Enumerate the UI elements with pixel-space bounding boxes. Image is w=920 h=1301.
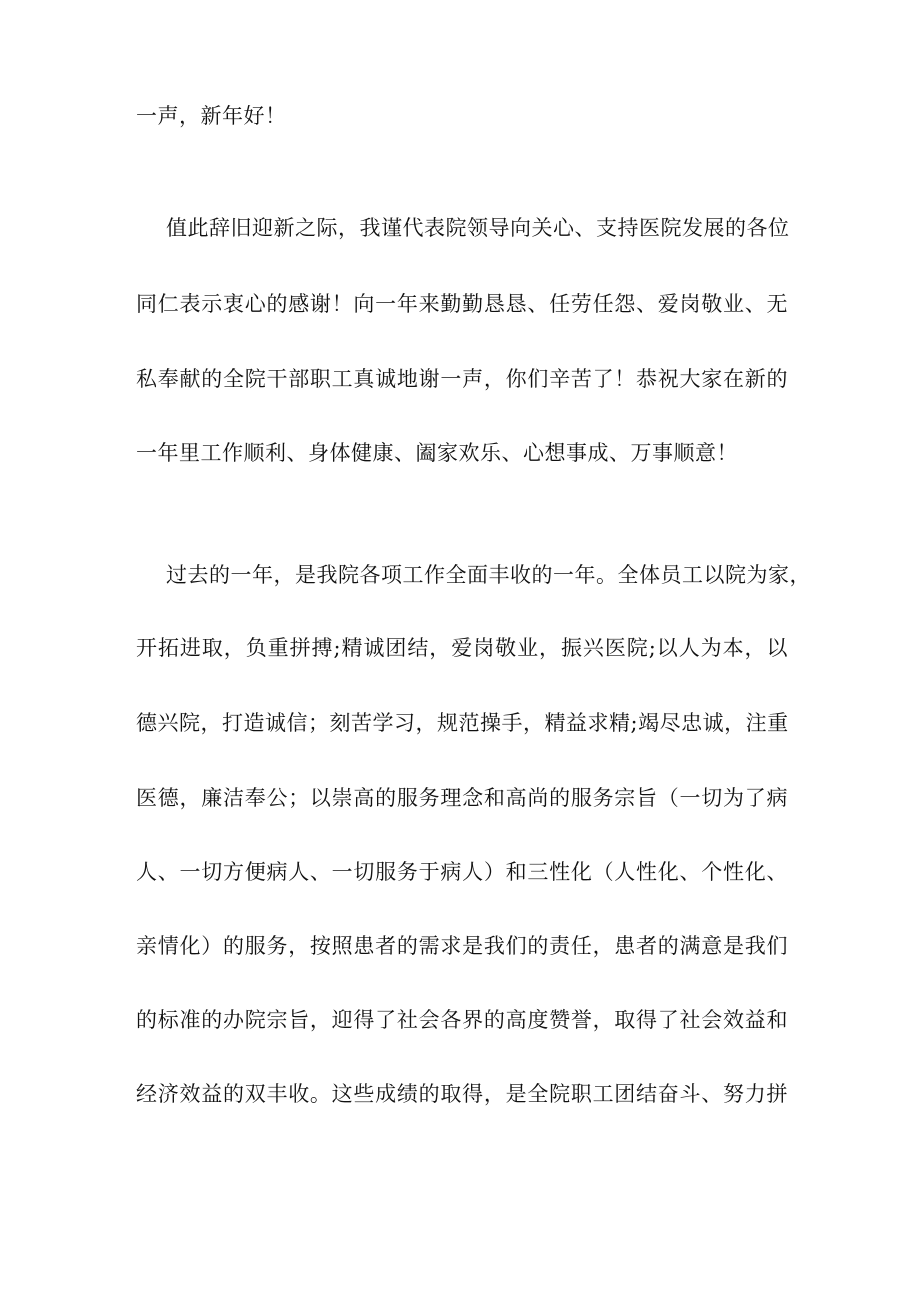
paragraph-3-line-3: 德兴院，打造诚信；刻苦学习，规范操手，精益求精;竭尽忠诚，注重 bbox=[136, 711, 789, 735]
paragraph-2-line-2: 同仁表示衷心的感谢！向一年来勤勤恳恳、任劳任怨、爱岗敬业、无 bbox=[136, 292, 788, 316]
paragraph-3-line-2: 开拓进取，负重拼搏;精诚团结，爱岗敬业，振兴医院;以人为本，以 bbox=[136, 636, 788, 660]
paragraph-3-line-5: 人、一切方便病人、一切服务于病人）和三性化（人性化、个性化、 bbox=[136, 860, 788, 884]
paragraph-2-line-4: 一年里工作顺利、身体健康、阖家欢乐、心想事成、万事顺意！ bbox=[136, 441, 738, 465]
paragraph-3-line-4: 医德，廉洁奉公；以崇高的服务理念和高尚的服务宗旨（一切为了病 bbox=[136, 786, 788, 810]
paragraph-2-line-1: 值此辞旧迎新之际，我谨代表院领导向关心、支持医院发展的各位 bbox=[166, 216, 790, 240]
paragraph-3-line-7: 的标准的办院宗旨，迎得了社会各界的高度赞誉，取得了社会效益和 bbox=[136, 1008, 788, 1032]
paragraph-3-line-8: 经济效益的双丰收。这些成绩的取得，是全院职工团结奋斗、努力拼 bbox=[136, 1082, 788, 1106]
paragraph-3-line-6: 亲情化）的服务，按照患者的需求是我们的责任，患者的满意是我们 bbox=[136, 934, 788, 958]
paragraph-1-line-1: 一声，新年好！ bbox=[136, 104, 287, 128]
paragraph-2-line-3: 私奉献的全院干部职工真诚地谢一声，你们辛苦了！恭祝大家在新的 bbox=[136, 367, 788, 391]
paragraph-3-line-1: 过去的一年，是我院各项工作全面丰收的一年。全体员工以院为家， bbox=[166, 563, 811, 587]
